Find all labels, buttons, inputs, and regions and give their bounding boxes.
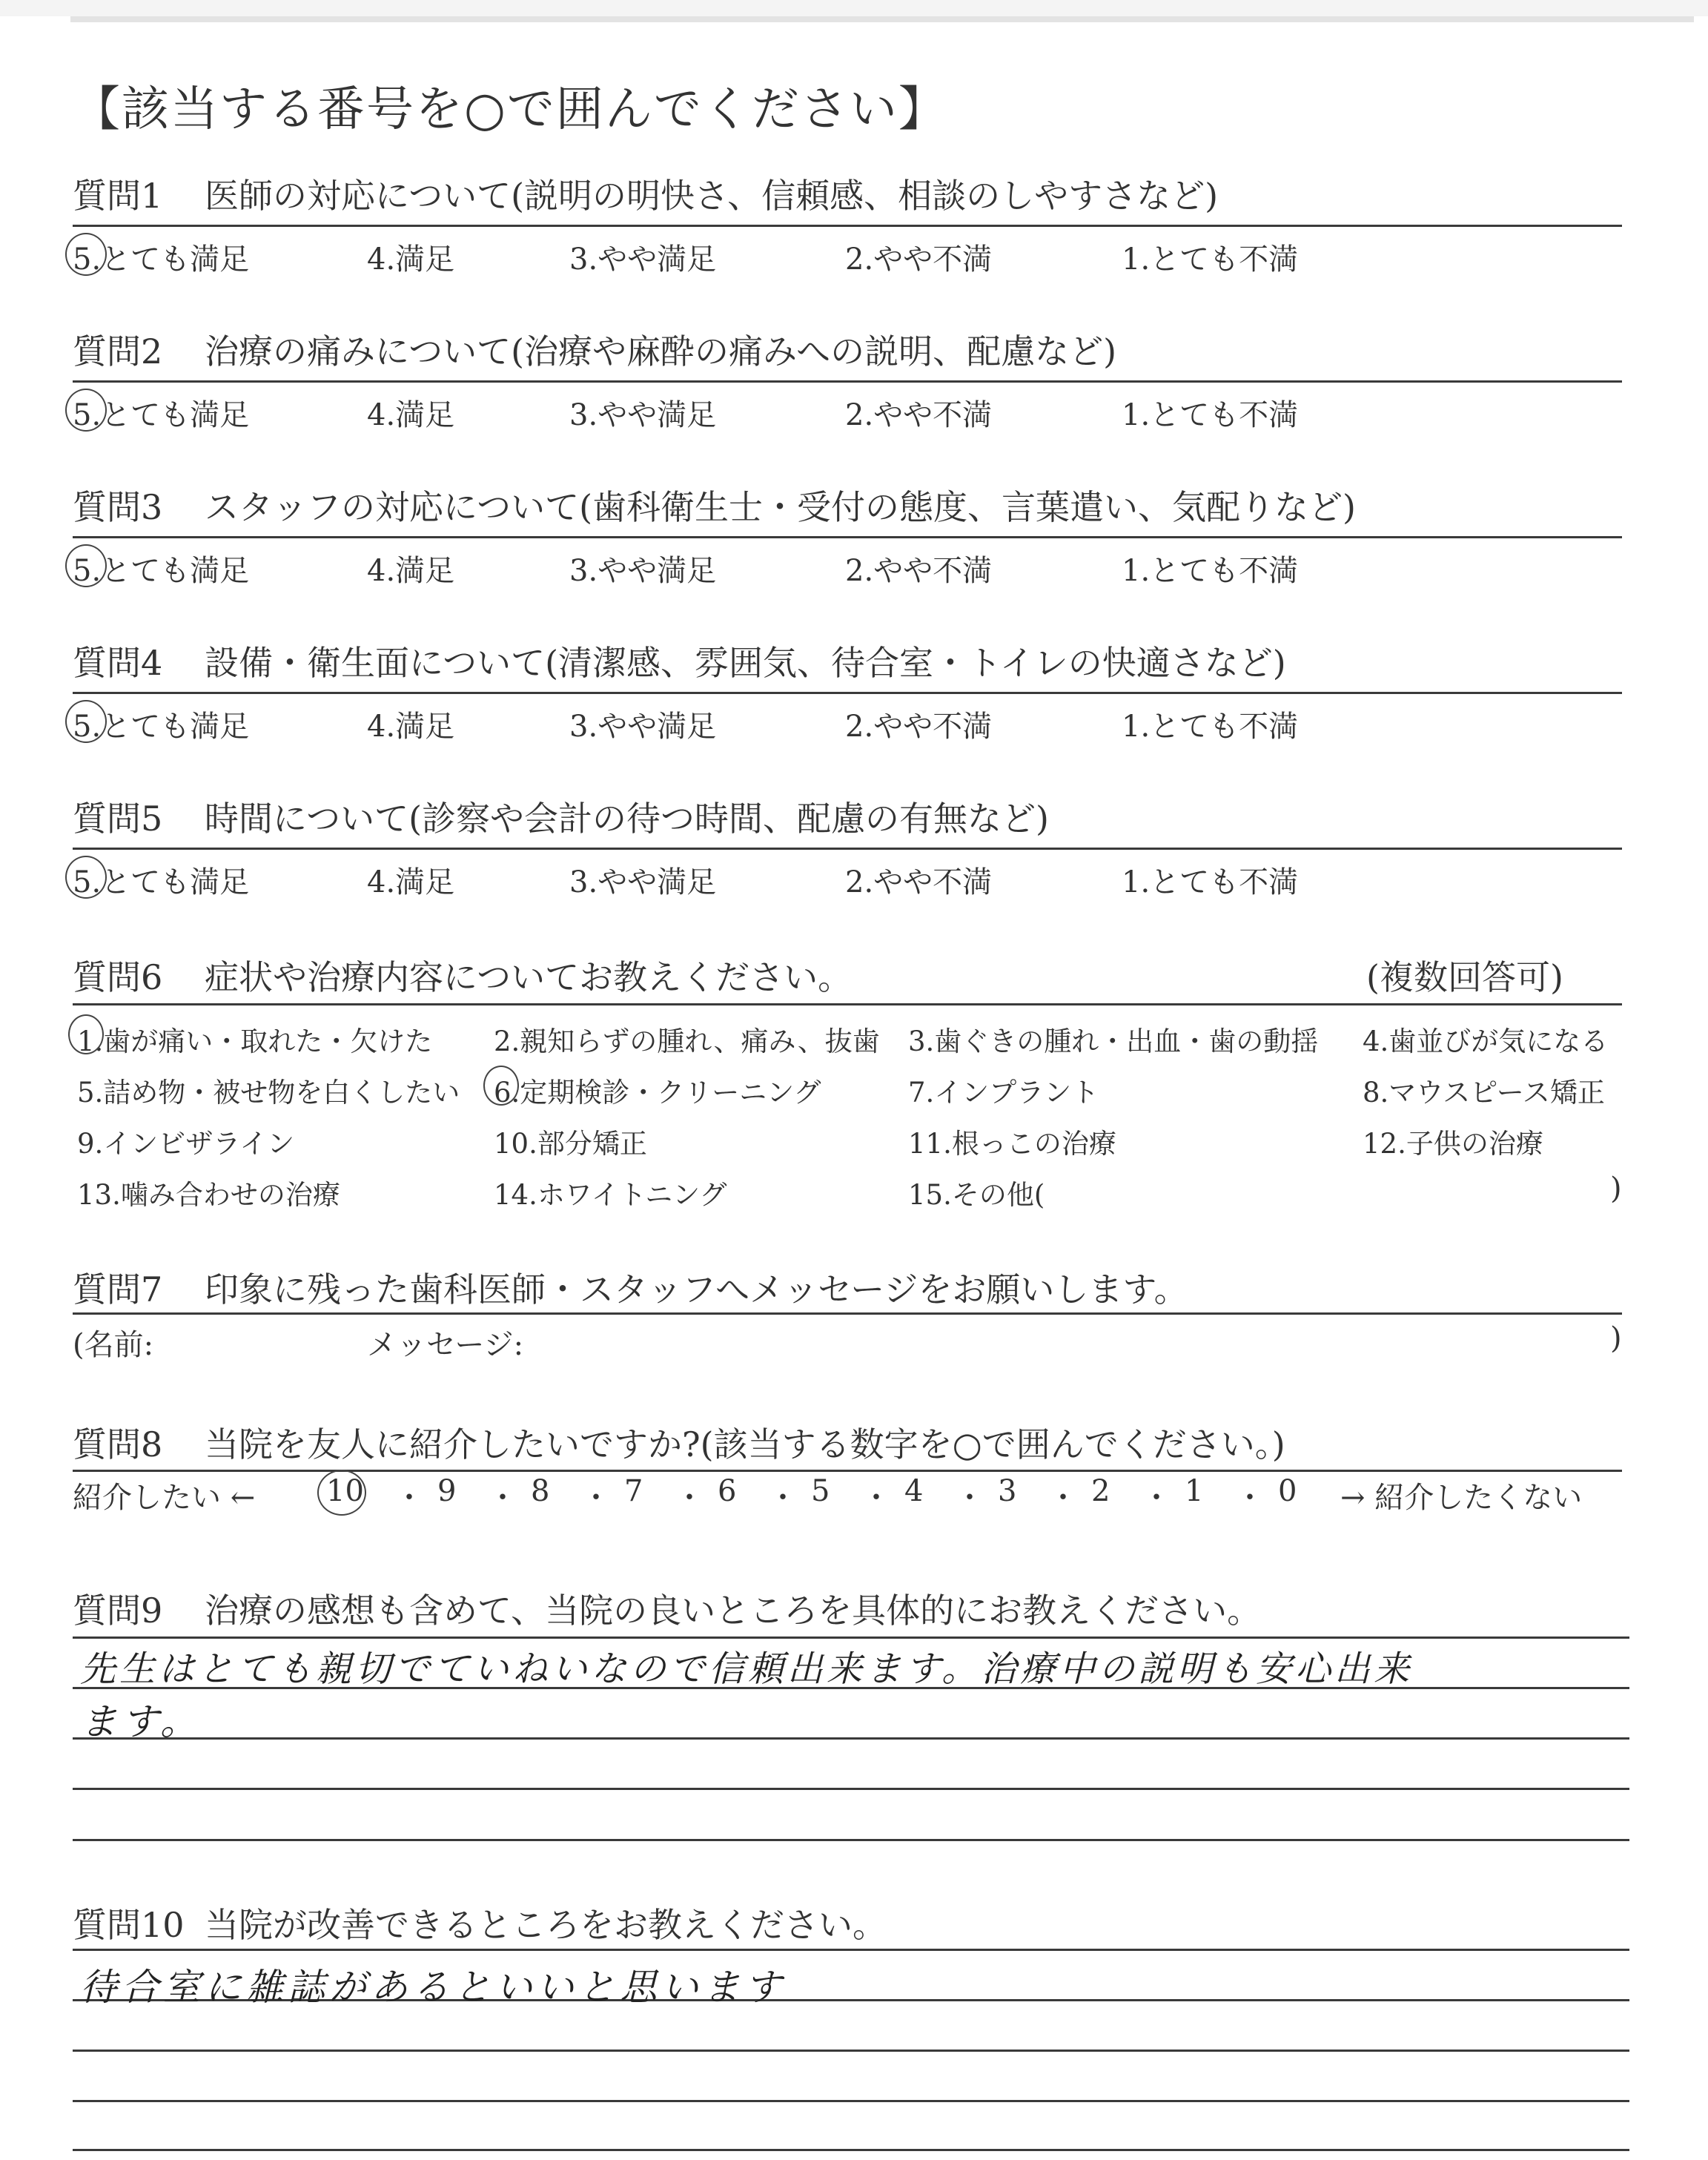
question-7-text: 印象に残った歯科医師・スタッフへメッセージをお願いします。 xyxy=(205,1269,1188,1309)
q8-dot-2: ・ xyxy=(488,1481,517,1515)
question-4-number: 質問4 xyxy=(73,643,163,683)
q8-dot-3: ・ xyxy=(581,1481,611,1515)
question-3-title xyxy=(73,480,1356,529)
q6-item-5[interactable]: 5.詰め物・被せ物を白くしたい xyxy=(77,1077,460,1109)
q8-dot-9: ・ xyxy=(1142,1481,1171,1515)
q4-option-5[interactable]: 5.とても満足 xyxy=(73,710,250,744)
question-6-number: 質問6 xyxy=(73,957,163,997)
q3-option-1[interactable]: 1.とても不満 xyxy=(1122,554,1299,588)
q8-dot-8: ・ xyxy=(1048,1481,1078,1515)
q2-option-1[interactable]: 1.とても不満 xyxy=(1122,398,1299,432)
question-8-rule xyxy=(73,1470,1622,1472)
q8-right-label: → 紹介したくない xyxy=(1340,1481,1583,1515)
q1-option-5[interactable]: 5.とても満足 xyxy=(73,242,250,277)
question-2-number: 質問2 xyxy=(73,331,163,371)
question-5-options xyxy=(73,859,1629,903)
question-1-rule xyxy=(73,225,1622,227)
question-2-options xyxy=(73,392,1629,436)
scan-top-band xyxy=(0,0,1708,16)
q4-option-4[interactable]: 4.満足 xyxy=(367,710,455,744)
q5-option-2[interactable]: 2.やや不満 xyxy=(845,865,993,899)
q1-option-3[interactable]: 3.やや満足 xyxy=(569,242,717,277)
q8-scale-2[interactable]: 2 xyxy=(1091,1474,1110,1508)
q6-item-9[interactable]: 9.インビザライン xyxy=(77,1128,295,1160)
question-3-options xyxy=(73,547,1629,592)
question-5-rule xyxy=(73,848,1622,850)
q8-scale-10[interactable]: 10 xyxy=(326,1474,364,1508)
q10-answer-line-3 xyxy=(73,2050,1629,2052)
q6-item-4[interactable]: 4.歯並びが気になる xyxy=(1363,1025,1609,1057)
question-6-title xyxy=(73,951,852,1000)
q6-item-15[interactable]: 15.その他( xyxy=(908,1179,1045,1211)
q2-option-3[interactable]: 3.やや満足 xyxy=(569,398,717,432)
question-8-number: 質問8 xyxy=(73,1424,163,1464)
q9-handwritten-answer-2[interactable]: ます。 xyxy=(80,1700,202,1743)
q9-answer-line-1 xyxy=(73,1636,1629,1639)
q6-other-close-paren: ) xyxy=(1610,1172,1622,1206)
q6-item-14[interactable]: 14.ホワイトニング xyxy=(494,1179,727,1211)
q3-option-4[interactable]: 4.満足 xyxy=(367,554,455,588)
scan-top-rule xyxy=(70,16,1694,22)
question-4-title xyxy=(73,636,1286,685)
question-3-rule xyxy=(73,536,1622,538)
q6-item-11[interactable]: 11.根っこの治療 xyxy=(908,1128,1116,1160)
q2-selected-circle xyxy=(65,389,107,432)
question-6-text: 症状や治療内容についてお教えください。 xyxy=(205,957,853,997)
q4-option-3[interactable]: 3.やや満足 xyxy=(569,710,717,744)
q6-item-6-circle xyxy=(483,1066,519,1106)
q8-scale-6[interactable]: 6 xyxy=(718,1474,737,1508)
question-9-number: 質問9 xyxy=(73,1591,163,1631)
q10-answer-line-1 xyxy=(73,1949,1629,1951)
q1-option-2[interactable]: 2.やや不満 xyxy=(845,242,993,277)
question-5-number: 質問5 xyxy=(73,799,163,839)
question-3-number: 質問3 xyxy=(73,487,163,527)
q7-message-label[interactable]: メッセージ: xyxy=(367,1328,524,1362)
q9-answer-line-4 xyxy=(73,1788,1629,1790)
q10-answer-line-4 xyxy=(73,2100,1629,2102)
q5-option-3[interactable]: 3.やや満足 xyxy=(569,865,717,899)
q7-close-paren: ) xyxy=(1610,1321,1622,1355)
q8-dot-10: ・ xyxy=(1235,1481,1265,1515)
q9-answer-line-5 xyxy=(73,1839,1629,1841)
q1-option-1[interactable]: 1.とても不満 xyxy=(1122,242,1299,277)
q5-option-5[interactable]: 5.とても満足 xyxy=(73,865,250,899)
q4-option-2[interactable]: 2.やや不満 xyxy=(845,710,993,744)
q6-item-13[interactable]: 13.噛み合わせの治療 xyxy=(77,1179,340,1211)
question-1-text: 医師の対応について(説明の明快さ、信頼感、相談のしやすさなど) xyxy=(205,176,1219,216)
page-heading: 【該当する番号を○で囲んでください】 xyxy=(73,82,947,137)
q6-item-1[interactable]: 1.歯が痛い・取れた・欠けた xyxy=(77,1025,433,1057)
q3-selected-circle xyxy=(65,544,107,587)
q8-dot-1: ・ xyxy=(394,1481,424,1515)
q9-answer-line-3 xyxy=(73,1737,1629,1740)
question-9-title xyxy=(73,1584,1261,1633)
q3-option-2[interactable]: 2.やや不満 xyxy=(845,554,993,588)
q5-option-4[interactable]: 4.満足 xyxy=(367,865,455,899)
q3-option-3[interactable]: 3.やや満足 xyxy=(569,554,717,588)
q6-item-6[interactable]: 6.定期検診・クリーニング xyxy=(494,1077,821,1109)
question-4-rule xyxy=(73,692,1622,694)
q8-scale-4[interactable]: 4 xyxy=(904,1474,924,1508)
question-1-number: 質問1 xyxy=(73,176,163,216)
q6-item-3[interactable]: 3.歯ぐきの腫れ・出血・歯の動揺 xyxy=(908,1025,1319,1057)
q8-dot-4: ・ xyxy=(675,1481,704,1515)
question-5-text: 時間について(診察や会計の待つ時間、配慮の有無など) xyxy=(205,799,1049,839)
q10-answer-line-5 xyxy=(73,2149,1629,2151)
question-2-rule xyxy=(73,380,1622,383)
q1-option-4[interactable]: 4.満足 xyxy=(367,242,455,277)
question-7-title xyxy=(73,1263,1188,1312)
question-4-text: 設備・衛生面について(清潔感、雰囲気、待合室・トイレの快適さなど) xyxy=(205,643,1286,683)
q8-scale-9[interactable]: 9 xyxy=(437,1474,457,1508)
q4-option-1[interactable]: 1.とても不満 xyxy=(1122,710,1299,744)
q6-item-12[interactable]: 12.子供の治療 xyxy=(1363,1128,1543,1160)
q8-scale-0[interactable]: 0 xyxy=(1278,1474,1297,1508)
q6-item-8[interactable]: 8.マウスピース矯正 xyxy=(1363,1077,1605,1109)
q6-item-10[interactable]: 10.部分矯正 xyxy=(494,1128,647,1160)
q8-left-label: 紹介したい ← xyxy=(73,1481,256,1515)
q6-item-7[interactable]: 7.インプラント xyxy=(908,1077,1099,1109)
q5-option-1[interactable]: 1.とても不満 xyxy=(1122,865,1299,899)
question-9-text: 治療の感想も含めて、当院の良いところを具体的にお教えください。 xyxy=(205,1591,1262,1631)
question-2-text: 治療の痛みについて(治療や麻酔の痛みへの説明、配慮など) xyxy=(205,331,1117,371)
question-6-multiple-note: (複数回答可) xyxy=(1366,957,1563,997)
q6-item-2[interactable]: 2.親知らずの腫れ、痛み、抜歯 xyxy=(494,1025,880,1057)
q2-option-2[interactable]: 2.やや不満 xyxy=(845,398,993,432)
q8-scale-3[interactable]: 3 xyxy=(998,1474,1017,1508)
question-2-title xyxy=(73,325,1116,374)
q3-option-5[interactable]: 5.とても満足 xyxy=(73,554,250,588)
question-10-title xyxy=(73,1898,887,1947)
question-4-options xyxy=(73,703,1629,747)
q6-item-1-circle xyxy=(68,1014,104,1054)
q7-name-label[interactable]: (名前: xyxy=(73,1328,154,1362)
q10-handwritten-answer-1[interactable]: 待合室に雑誌があるといいと思います xyxy=(80,1966,786,2009)
q8-dot-6: ・ xyxy=(861,1481,891,1515)
question-7-number: 質問7 xyxy=(73,1269,163,1309)
q8-scale-5[interactable]: 5 xyxy=(811,1474,830,1508)
question-1-options xyxy=(73,236,1629,280)
q2-option-5[interactable]: 5.とても満足 xyxy=(73,398,250,432)
q8-scale-8[interactable]: 8 xyxy=(531,1474,550,1508)
question-7-rule xyxy=(73,1312,1622,1315)
q9-handwritten-answer-1[interactable]: 先生はとても親切でていねいなので信頼出来ます。治療中の説明も安心出来 xyxy=(80,1648,1414,1690)
question-10-number: 質問10 xyxy=(73,1905,185,1945)
q2-option-4[interactable]: 4.満足 xyxy=(367,398,455,432)
q5-selected-circle xyxy=(65,856,107,899)
q8-dot-5: ・ xyxy=(768,1481,798,1515)
q1-selected-circle xyxy=(65,233,107,276)
question-1-title xyxy=(73,169,1218,218)
question-6-rule xyxy=(73,1003,1622,1005)
q4-selected-circle xyxy=(65,700,107,743)
question-8-title xyxy=(73,1418,1285,1467)
q8-scale-7[interactable]: 7 xyxy=(624,1474,643,1508)
question-3-text: スタッフの対応について(歯科衛生士・受付の態度、言葉遣い、気配りなど) xyxy=(205,487,1356,527)
question-8-text: 当院を友人に紹介したいですか?(該当する数字を○で囲んでください。) xyxy=(205,1424,1285,1464)
q8-scale-1[interactable]: 1 xyxy=(1185,1474,1204,1508)
question-5-title xyxy=(73,792,1049,841)
q8-selected-circle xyxy=(317,1470,366,1516)
question-10-text: 当院が改善できるところをお教えください。 xyxy=(205,1905,887,1945)
q8-dot-7: ・ xyxy=(955,1481,984,1515)
